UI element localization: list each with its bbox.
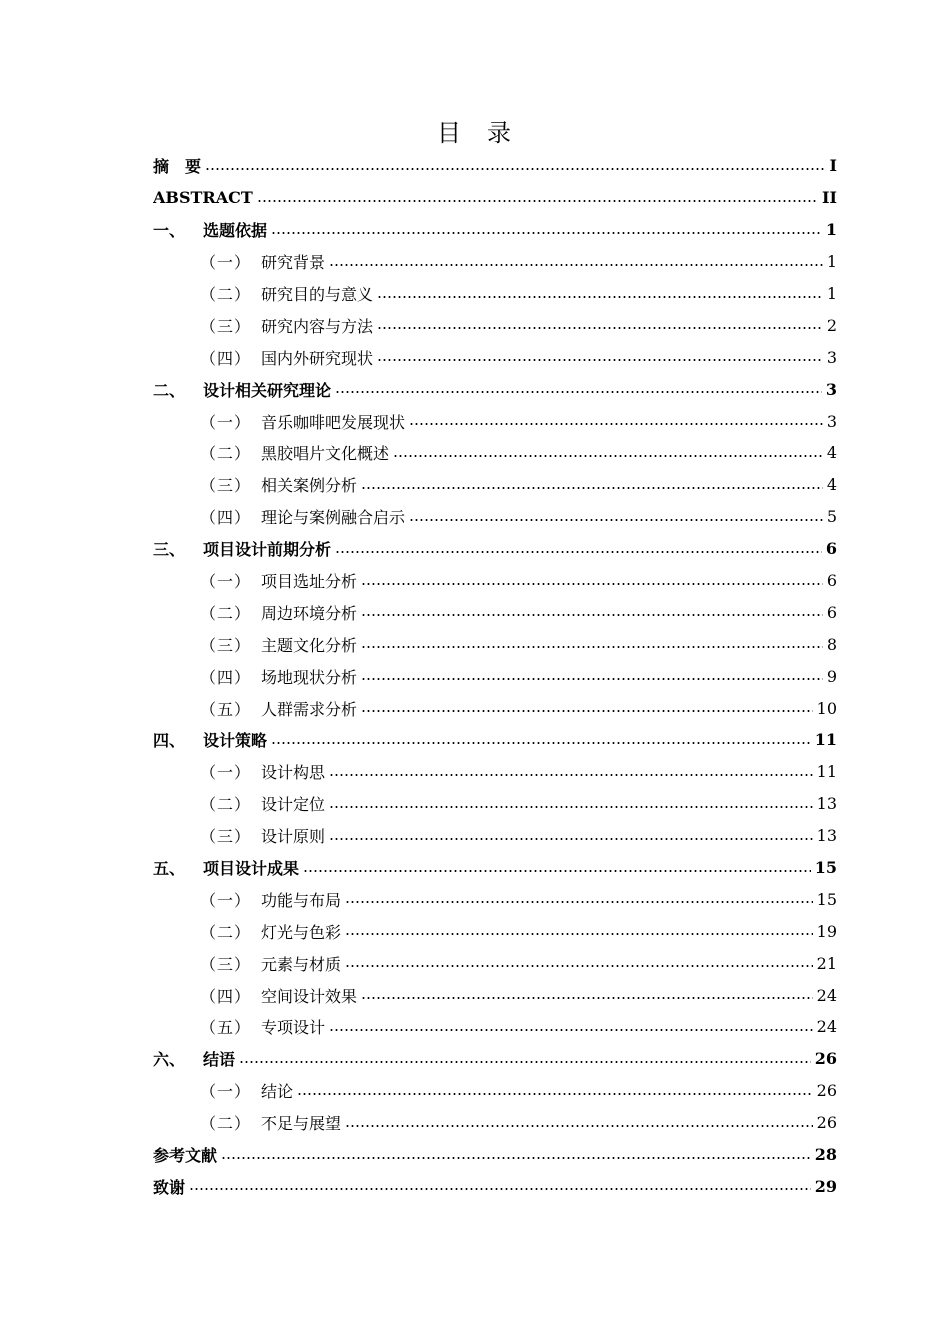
toc-entry-page-number: 15 — [816, 889, 837, 909]
toc-entry[interactable] — [153, 1171, 837, 1203]
toc-entry-page-number: 3 — [826, 411, 837, 431]
toc-entry-page-number: 26 — [814, 1049, 837, 1069]
toc-entry-number: （四） — [200, 667, 252, 687]
toc-entry-label: 项目设计成果 — [203, 859, 300, 879]
dot-leader — [361, 582, 823, 586]
toc-entry[interactable] — [153, 469, 837, 501]
toc-entry-page-number: 6 — [825, 539, 837, 559]
toc-entry-page-number: 3 — [825, 379, 837, 399]
dot-leader — [409, 518, 823, 522]
toc-entry-number: （二） — [200, 922, 252, 942]
toc-entry-label: 音乐咖啡吧发展现状 — [261, 412, 406, 432]
toc-entry-label: 摘 要 — [153, 157, 202, 177]
toc-entry-page-number: 1 — [826, 252, 837, 272]
toc-entry[interactable] — [153, 883, 837, 915]
toc-entry-page-number: 26 — [816, 1113, 837, 1133]
dot-leader — [329, 263, 823, 267]
toc-entry-number: （一） — [200, 572, 252, 592]
toc-entry-label: 致谢 — [153, 1177, 186, 1197]
toc-entry-number: 一、 — [153, 221, 186, 241]
toc-entry-label: 场地现状分析 — [261, 667, 358, 687]
dot-leader — [257, 199, 818, 203]
toc-entry-number: 四、 — [153, 731, 186, 751]
toc-entry-number: （三） — [200, 827, 252, 847]
toc-entry-label: 周边环境分析 — [261, 603, 358, 623]
dot-leader — [271, 231, 822, 235]
dot-leader — [377, 295, 823, 299]
toc-entry[interactable] — [153, 373, 837, 405]
toc-entry-number: （一） — [200, 412, 252, 432]
toc-entry[interactable] — [153, 820, 837, 852]
toc-entry-page-number: 5 — [826, 507, 837, 527]
dot-leader — [361, 709, 813, 713]
dot-leader — [271, 741, 811, 745]
dot-leader — [335, 550, 822, 554]
toc-entry-label: 功能与布局 — [261, 890, 342, 910]
toc-entry[interactable] — [153, 565, 837, 597]
toc-entry[interactable] — [153, 1043, 837, 1075]
toc-entry-page-number: 28 — [814, 1145, 837, 1165]
toc-entry-page-number: 10 — [816, 698, 837, 718]
toc-entry[interactable] — [153, 660, 837, 692]
dot-leader — [329, 1028, 813, 1032]
toc-entry[interactable] — [153, 724, 837, 756]
toc-entry-label: 设计原则 — [261, 827, 326, 847]
dot-leader — [329, 773, 813, 777]
toc-entry-label: 选题依据 — [203, 221, 268, 241]
toc-entry-number: 六、 — [153, 1050, 186, 1070]
dot-leader — [221, 1156, 811, 1160]
toc-entry-label: 项目选址分析 — [261, 572, 358, 592]
toc-entry-number: （一） — [200, 890, 252, 910]
toc-entry[interactable] — [153, 1011, 837, 1043]
toc-entry-number: （二） — [200, 603, 252, 623]
toc-entry[interactable] — [153, 1139, 837, 1171]
toc-entry[interactable] — [153, 596, 837, 628]
toc-entry-page-number: 3 — [826, 347, 837, 367]
toc-entry-label: 结论 — [261, 1082, 294, 1102]
toc-entry-number: （一） — [200, 763, 252, 783]
toc-entry-page-number: 29 — [814, 1176, 837, 1196]
toc-entry-label: 空间设计效果 — [261, 986, 358, 1006]
toc-entry-number: （二） — [200, 444, 252, 464]
dot-leader — [361, 645, 823, 649]
table-of-contents — [153, 150, 837, 1202]
toc-entry[interactable] — [153, 341, 837, 373]
toc-entry-number: 三、 — [153, 540, 186, 560]
dot-leader — [377, 358, 823, 362]
toc-entry[interactable] — [153, 756, 837, 788]
toc-entry-number: （二） — [200, 795, 252, 815]
toc-entry-number: （三） — [200, 954, 252, 974]
toc-entry-page-number: 24 — [816, 1017, 837, 1037]
toc-entry-label: 研究背景 — [261, 253, 326, 273]
toc-entry-page-number: 15 — [814, 858, 837, 878]
toc-entry-label: 参考文献 — [153, 1146, 218, 1166]
toc-entry[interactable] — [153, 788, 837, 820]
toc-entry[interactable] — [153, 947, 837, 979]
toc-entry-number: （二） — [200, 1114, 252, 1134]
toc-entry-number: （五） — [200, 1018, 252, 1038]
toc-entry-number: （一） — [200, 253, 252, 273]
toc-entry-number: 五、 — [153, 859, 186, 879]
toc-entry-page-number: 13 — [816, 794, 837, 814]
title-part-1: 目 — [437, 119, 463, 147]
toc-entry[interactable] — [153, 501, 837, 533]
dot-leader — [361, 613, 823, 617]
dot-leader — [329, 837, 813, 841]
toc-entry-label: 黑胶唱片文化概述 — [261, 444, 390, 464]
toc-entry-label: 项目设计前期分析 — [203, 540, 332, 560]
toc-entry[interactable] — [153, 405, 837, 437]
toc-entry-page-number: 26 — [816, 1081, 837, 1101]
toc-entry-number: （三） — [200, 635, 252, 655]
toc-entry-label: 结语 — [203, 1050, 236, 1070]
toc-entry[interactable] — [153, 1075, 837, 1107]
toc-entry-label: 灯光与色彩 — [261, 922, 342, 942]
toc-entry-page-number: 11 — [814, 730, 837, 750]
toc-entry-page-number: 13 — [816, 826, 837, 846]
toc-entry[interactable] — [153, 150, 837, 182]
toc-entry-number: 二、 — [153, 380, 186, 400]
toc-entry-label: 相关案例分析 — [261, 476, 358, 496]
toc-entry[interactable] — [153, 915, 837, 947]
dot-leader — [345, 1124, 813, 1128]
dot-leader — [239, 1060, 811, 1064]
dot-leader — [335, 390, 822, 394]
toc-entry[interactable] — [153, 246, 837, 278]
dot-leader — [361, 486, 823, 490]
toc-entry-page-number: 4 — [826, 475, 837, 495]
toc-entry-page-number: 19 — [816, 921, 837, 941]
dot-leader — [345, 964, 813, 968]
toc-entry-page-number: 8 — [826, 634, 837, 654]
toc-entry-number: （四） — [200, 348, 252, 368]
toc-entry-page-number: 21 — [816, 953, 837, 973]
toc-entry-page-number: 9 — [826, 666, 837, 686]
toc-entry[interactable] — [153, 979, 837, 1011]
page-title — [0, 113, 950, 148]
toc-entry-page-number: 1 — [825, 220, 837, 240]
toc-entry[interactable] — [153, 628, 837, 660]
title-part-2: 录 — [487, 119, 513, 147]
toc-entry[interactable] — [153, 852, 837, 884]
dot-leader — [361, 996, 813, 1000]
toc-entry[interactable] — [153, 278, 837, 310]
dot-leader — [329, 805, 813, 809]
toc-entry[interactable] — [153, 533, 837, 565]
dot-leader — [345, 932, 813, 936]
dot-leader — [393, 454, 823, 458]
toc-entry-number: （三） — [200, 476, 252, 496]
toc-entry-page-number: 6 — [826, 602, 837, 622]
toc-entry[interactable] — [153, 1107, 837, 1139]
dot-leader — [409, 422, 823, 426]
toc-entry-page-number: 24 — [816, 985, 837, 1005]
toc-entry-label: 研究内容与方法 — [261, 316, 374, 336]
dot-leader — [345, 900, 813, 904]
toc-entry[interactable] — [153, 692, 837, 724]
toc-entry-page-number: 11 — [816, 762, 837, 782]
dot-leader — [377, 326, 823, 330]
dot-leader — [205, 167, 826, 171]
toc-entry-number: （五） — [200, 699, 252, 719]
toc-entry-page-number: II — [822, 188, 837, 208]
toc-entry-number: （一） — [200, 1082, 252, 1102]
toc-entry-page-number: 4 — [826, 443, 837, 463]
toc-entry-page-number: 2 — [826, 315, 837, 335]
toc-entry-number: （二） — [200, 285, 252, 304]
toc-entry-page-number: 1 — [826, 284, 837, 303]
toc-entry[interactable] — [153, 214, 837, 246]
dot-leader — [303, 869, 811, 873]
toc-entry-number: （三） — [200, 316, 252, 336]
toc-entry-label: 国内外研究现状 — [261, 348, 374, 368]
toc-entry-label: 设计构思 — [261, 763, 326, 783]
dot-leader — [361, 677, 823, 681]
dot-leader — [297, 1092, 813, 1096]
toc-entry-label: 设计策略 — [203, 731, 268, 751]
toc-entry[interactable] — [153, 309, 837, 341]
toc-entry-label: 人群需求分析 — [261, 699, 358, 719]
toc-entry-number: （四） — [200, 508, 252, 528]
toc-entry-page-number: I — [829, 156, 837, 176]
toc-entry-page-number: 6 — [826, 571, 837, 591]
toc-entry-label: 专项设计 — [261, 1018, 326, 1038]
toc-entry[interactable] — [153, 437, 837, 469]
toc-entry-label: 元素与材质 — [261, 954, 342, 974]
toc-entry[interactable] — [153, 182, 837, 214]
toc-entry-label: 设计定位 — [261, 795, 326, 815]
toc-entry-label: 不足与展望 — [261, 1114, 342, 1134]
toc-entry-label: 理论与案例融合启示 — [261, 508, 406, 528]
toc-entry-label: 研究目的与意义 — [261, 285, 374, 304]
dot-leader — [189, 1187, 811, 1191]
toc-entry-label: 主题文化分析 — [261, 635, 358, 655]
toc-entry-label: 设计相关研究理论 — [203, 380, 332, 400]
toc-entry-number: （四） — [200, 986, 252, 1006]
toc-entry-label: ABSTRACT — [153, 188, 253, 208]
